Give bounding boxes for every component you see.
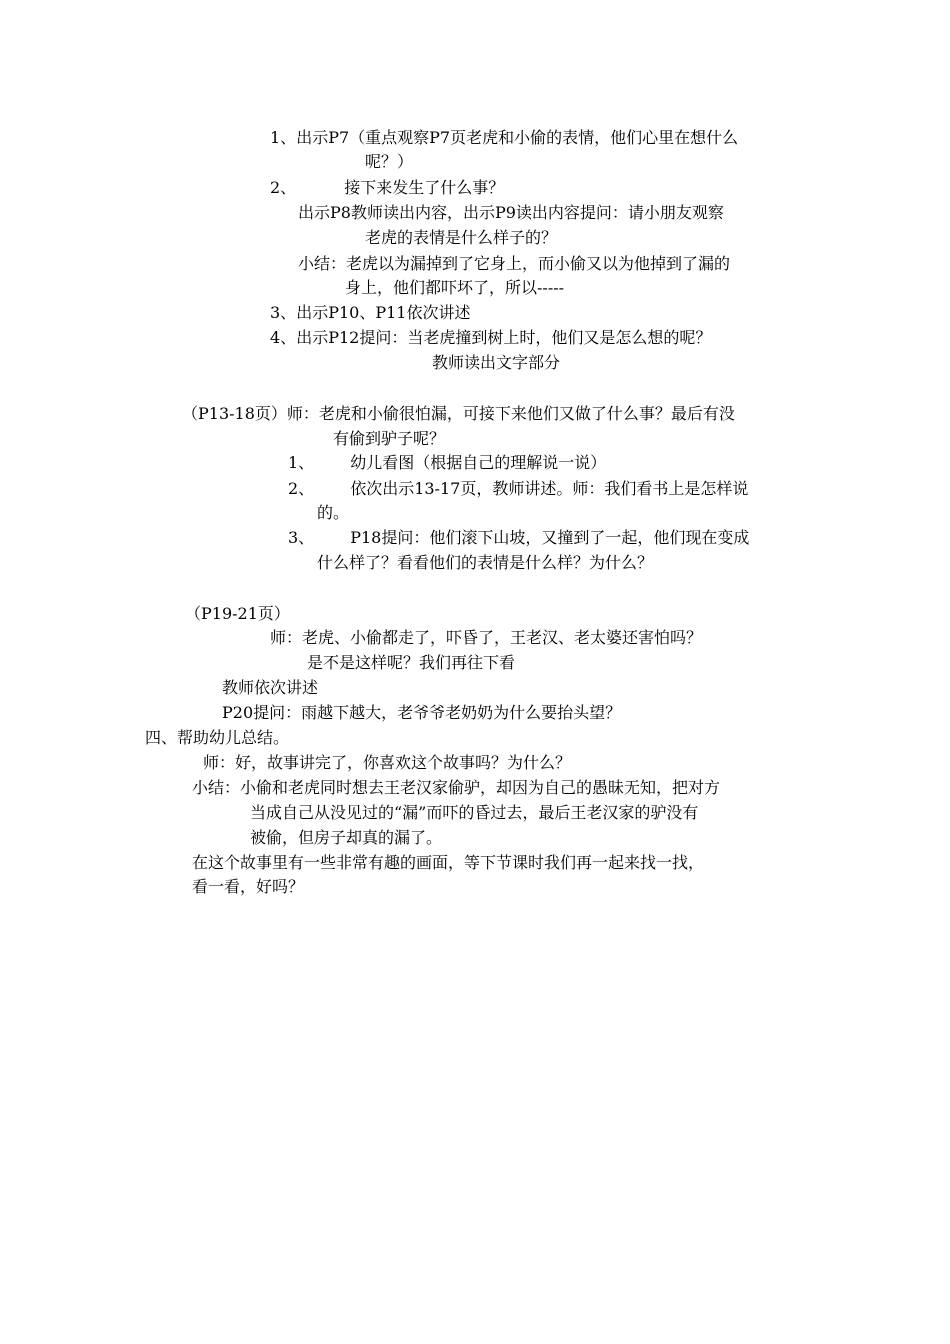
item3-line1 xyxy=(270,302,470,324)
section-4-closing-line1: 在这个故事里有一些非常有趣的画面，等下节课时我们再一起来找一找， xyxy=(192,853,705,872)
item2-sub1-line1: 出示P8教师读出内容，出示P9读出内容提问：请小朋友观察 xyxy=(298,203,724,222)
p13-18-item1-text: 幼儿看图（根据自己的理解说一说） xyxy=(350,453,607,472)
item1-line1 xyxy=(270,127,738,149)
item1-line2: 呢？） xyxy=(365,152,414,171)
p13-18-item3-line1 xyxy=(288,527,749,549)
p19-21-teacher-line2: 是不是这样呢？我们再往下看 xyxy=(307,653,516,672)
p13-18-item3-line2: 什么样了？看看他们的表情是什么样？为什么？ xyxy=(317,553,654,572)
p13-18-intro-line2: 有偷到驴子呢？ xyxy=(333,429,446,448)
p13-18-item2-text: 依次出示13-17页，教师讲述。师：我们看书上是怎样说 xyxy=(350,479,749,498)
p13-18-item1 xyxy=(288,452,606,474)
item4-line1 xyxy=(270,327,711,349)
p19-21-teacher-line1: 师：老虎、小偷都走了，吓昏了，王老汉、老太婆还害怕吗？ xyxy=(270,628,703,647)
p13-18-item2-line2: 的。 xyxy=(317,503,350,522)
p19-21-narrate: 教师依次讲述 xyxy=(222,678,319,697)
p13-18-item3-text: P18提问：他们滚下山坡，又撞到了一起，他们现在变成 xyxy=(350,528,750,547)
item4-number: 4、 xyxy=(270,328,297,347)
p13-18-intro-line1: （P13-18页）师：老虎和小偷很怕漏，可接下来他们又做了什么事？最后有没 xyxy=(182,404,735,423)
section-4-heading: 四、帮助幼儿总结。 xyxy=(145,728,290,747)
p13-18-item1-number: 1、 xyxy=(288,453,315,472)
item1-number: 1、 xyxy=(270,128,297,147)
item3-text: 出示P10、P11依次讲述 xyxy=(296,303,471,322)
p13-18-item3-number: 3、 xyxy=(288,528,315,547)
item1-text: 出示P7（重点观察P7页老虎和小偷的表情，他们心里在想什么 xyxy=(296,128,739,147)
item2-text: 接下来发生了什么事？ xyxy=(344,178,505,197)
item2-number: 2、 xyxy=(270,178,297,197)
item4-line2: 教师读出文字部分 xyxy=(432,353,561,372)
section-4-summary-line3: 被偷，但房子却真的漏了。 xyxy=(250,828,443,847)
section-4-teacher: 师：好，故事讲完了，你喜欢这个故事吗？为什么？ xyxy=(203,753,572,772)
item2-line1 xyxy=(270,177,504,199)
p13-18-item2-line1 xyxy=(288,478,748,500)
section-4-summary-line2: 当成自己从没见过的“漏”而吓的昏过去，最后王老汉家的驴没有 xyxy=(250,803,699,822)
item2-summary-line2: 身上，他们都吓坏了，所以----- xyxy=(345,278,565,297)
p19-21-heading: （P19-21页） xyxy=(185,604,290,623)
p19-21-p20-question: P20提问：雨越下越大，老爷爷老奶奶为什么要抬头望？ xyxy=(222,703,622,722)
item2-sub1-line2: 老虎的表情是什么样子的？ xyxy=(365,228,558,247)
item3-number: 3、 xyxy=(270,303,297,322)
item2-summary-line1: 小结：老虎以为漏掉到了它身上，而小偷又以为他掉到了漏的 xyxy=(298,254,731,273)
item4-text: 出示P12提问：当老虎撞到树上时，他们又是怎么想的呢？ xyxy=(296,328,712,347)
p13-18-item2-number: 2、 xyxy=(288,479,315,498)
section-4-closing-line2: 看一看，好吗？ xyxy=(192,877,305,896)
section-4-summary-line1: 小结：小偷和老虎同时想去王老汉家偷驴，却因为自己的愚昧无知，把对方 xyxy=(192,778,721,797)
